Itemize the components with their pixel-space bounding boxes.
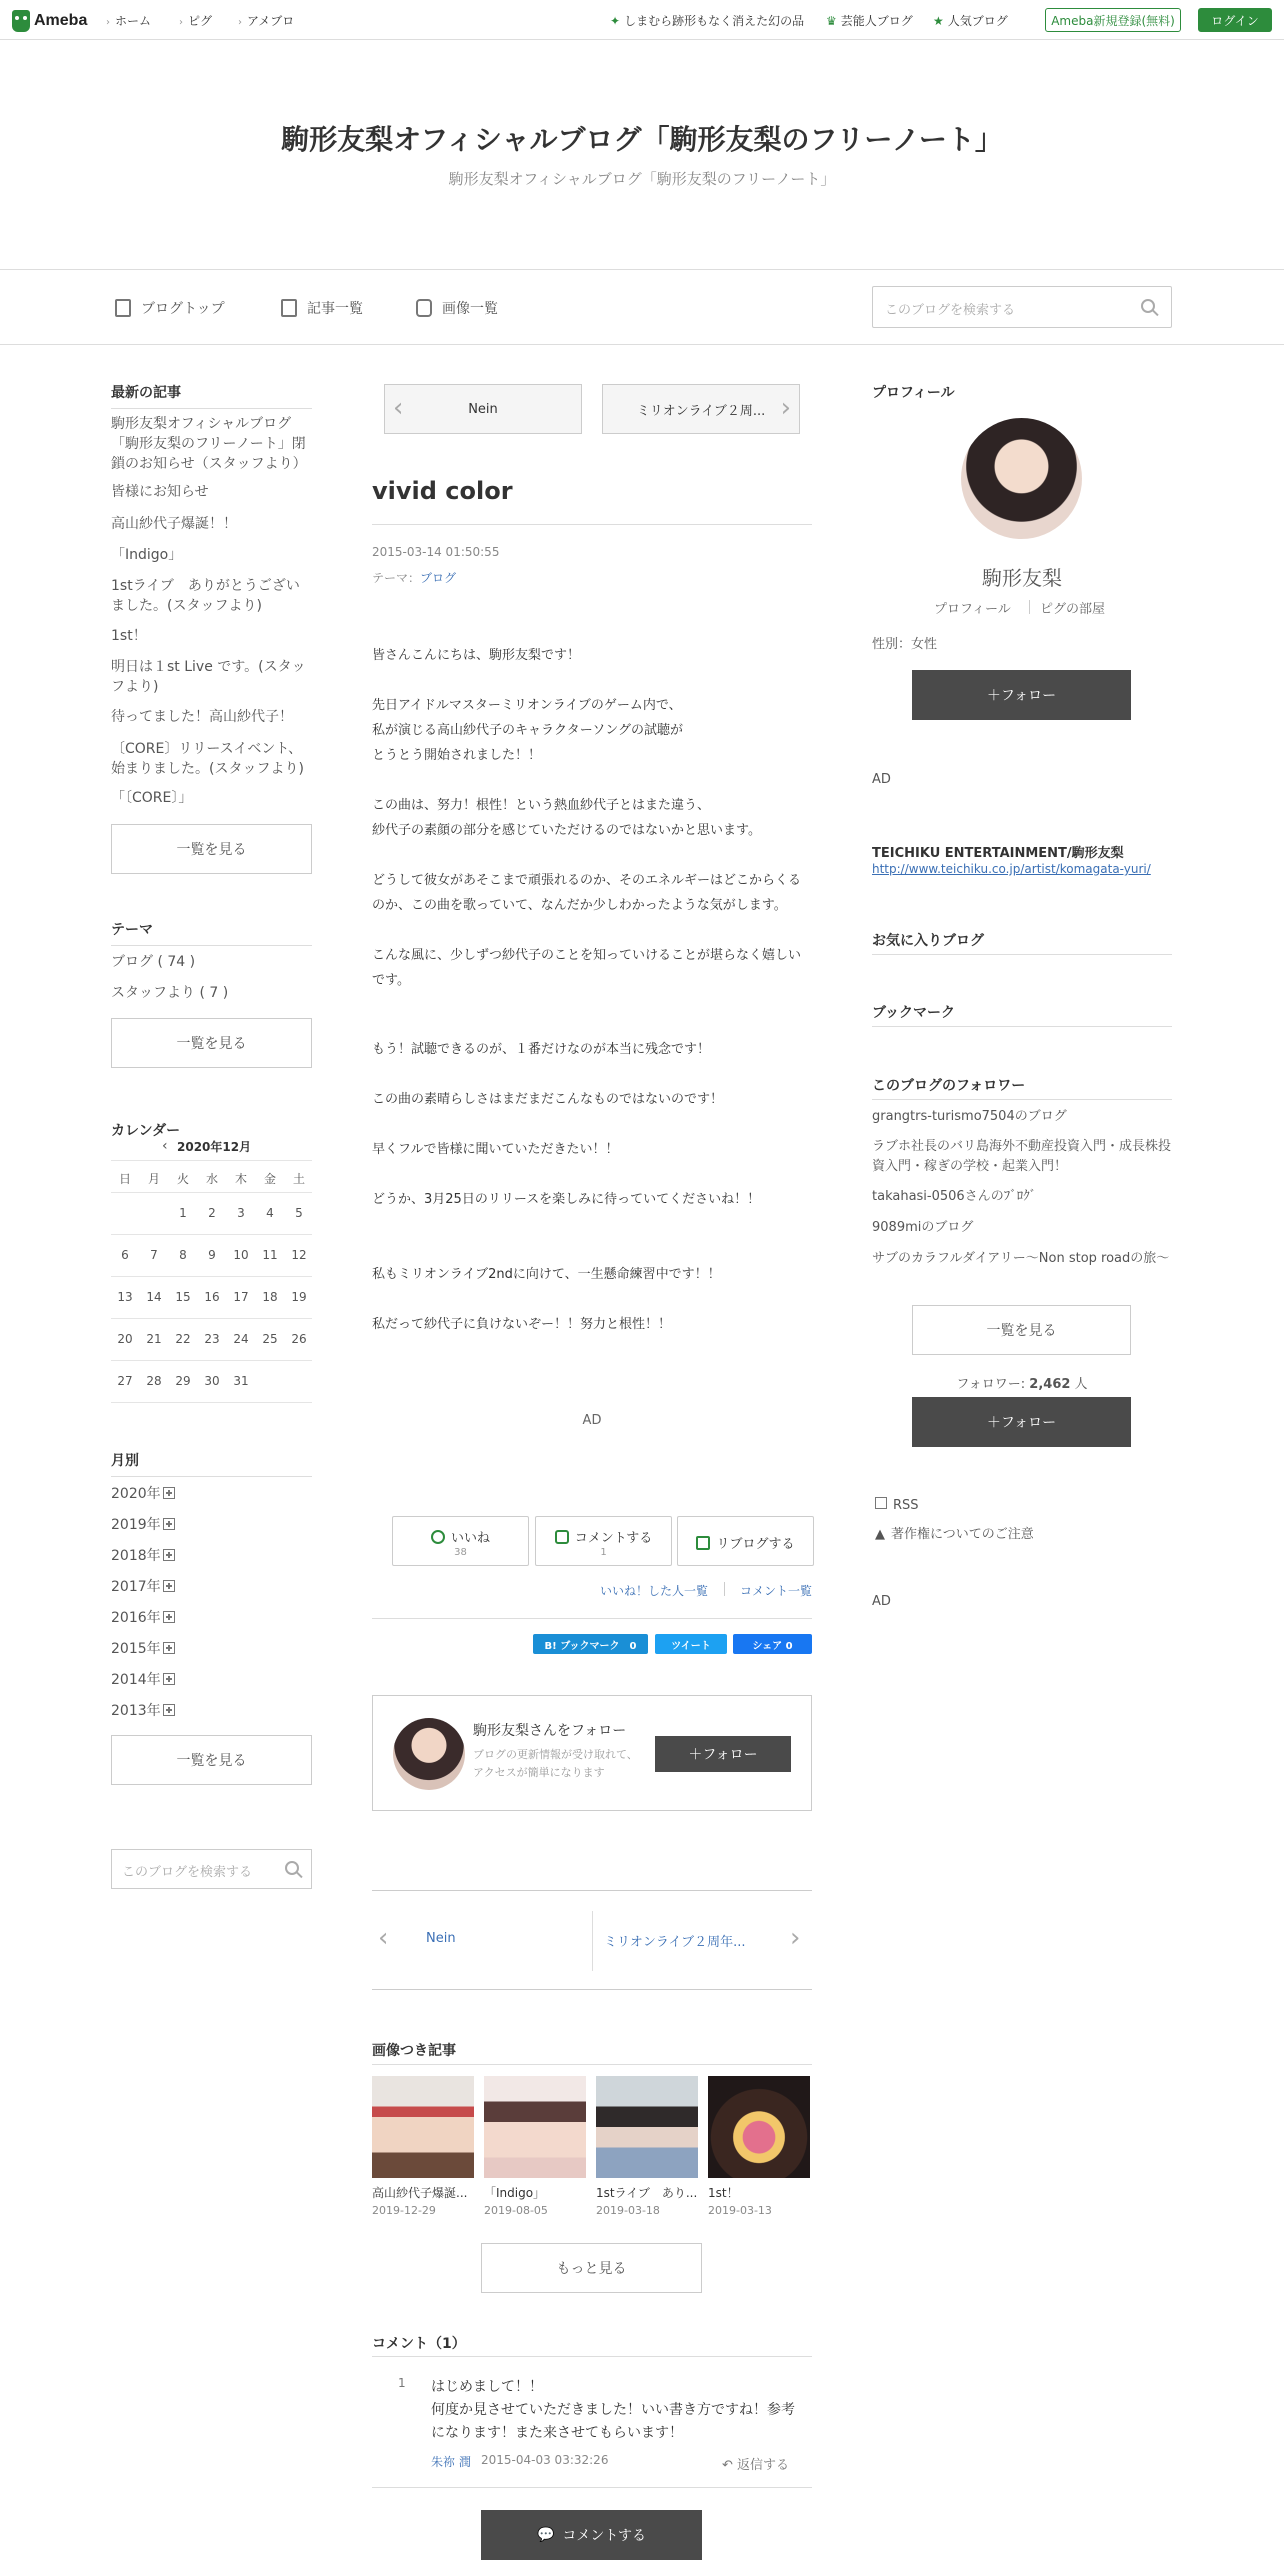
article-line: のか、この曲を歌っていて、なんだか少しわかったような気がします。 [372,898,787,913]
recent-article-link[interactable]: 明日は１st Live です。(スタッフより) [111,659,306,695]
section-divider [872,1099,1172,1100]
search-icon[interactable] [285,1861,299,1875]
calendar-day: 17 [233,1290,249,1304]
reblog-label: リブログする [716,1537,795,1552]
section-divider [372,2487,812,2488]
copyright-label: 著作権についてのご注意 [891,1527,1034,1542]
article-pager [372,1890,812,1990]
calendar-day: 26 [291,1332,307,1346]
calendar-day: 30 [204,1374,220,1388]
calendar-day: 15 [175,1290,191,1304]
ameba-logo[interactable] [12,9,87,33]
reblog-button[interactable] [677,1516,814,1566]
chevron-left-icon: ‹ [378,1923,389,1953]
expand-plus-icon[interactable] [163,1611,175,1623]
calendar-day: 12 [291,1248,307,1262]
comments-heading: コメント（1） [372,2336,466,2352]
nav-blog-top-label: ブログトップ [141,301,225,317]
theme-label: テーマ： [372,571,421,585]
chevron-right-icon: › [179,17,183,28]
archive-year-label: 2020年 [111,1486,161,1502]
recent-article-link[interactable]: 〔CORE〕リリースイベント、始まりました。(スタッフより) [111,741,304,777]
calendar-day: 14 [146,1290,162,1304]
calendar-day: 27 [117,1374,133,1388]
smile-icon [431,1530,445,1544]
article-line: どうして彼女があそこまで頑張れるのか、そのエネルギーはどこからくる [372,873,802,888]
topnav-home-label: ホーム [115,14,152,28]
favorite-blogs-heading: お気に入りブログ [872,933,984,949]
speech-bubble-icon: 💬 [536,2527,555,2543]
thumbnail-caption[interactable]: 「Indigo」 [484,2186,546,2200]
calendar-prev-icon[interactable]: ‹ [162,1138,168,1154]
calendar-divider [111,1192,312,1193]
article-paragraph [372,1137,812,1162]
article-thumbnail[interactable] [372,2076,474,2178]
expand-plus-icon[interactable] [163,1673,175,1685]
chevron-right-icon: › [790,1923,801,1953]
crown-icon: ♛ [826,14,837,28]
follow-card-description: ブログの更新情報が受け取れて、アクセスが簡単になります [473,1748,638,1779]
article-paragraph [372,1087,812,1112]
calendar-day: 21 [146,1332,162,1346]
recent-article-link[interactable]: 高山紗代子爆誕！！ [111,516,237,532]
calendar-day: 3 [237,1206,245,1220]
article-line: 先日アイドルマスターミリオンライブのゲーム内で、 [372,698,682,713]
facebook-share-button[interactable]: シェア 0 [733,1634,812,1654]
nav-image-list[interactable] [416,298,498,318]
archive-year-link[interactable] [111,1638,175,1658]
comment-author-link[interactable]: 朱祢 潤 [431,2455,471,2469]
speech-bubble-icon [555,1530,569,1544]
company-url-link[interactable]: http://www.teichiku.co.jp/artist/komagata-yuri/ [872,862,1151,876]
article-line: この曲の素晴らしさはまだまだこんなものではないのです！ [372,1092,724,1107]
calendar-divider [111,1402,312,1403]
follower-count [872,1373,1172,1392]
expand-plus-icon[interactable] [163,1642,175,1654]
trending-link[interactable] [610,12,804,29]
calendar-divider [111,1234,312,1235]
blog-subtitle: 駒形友梨オフィシャルブログ「駒形友梨のフリーノート」 [448,170,836,188]
calendar-month: 2020年12月 [177,1140,252,1154]
calendar-heading: カレンダー [111,1123,181,1139]
copyright-notice-link[interactable] [875,1523,1034,1542]
follower-blog-link[interactable]: grangtrs-turismo7504のブログ [872,1109,1067,1124]
pig-room-link[interactable]: ピグの部屋 [1040,602,1106,617]
blog-title[interactable]: 駒形友梨オフィシャルブログ「駒形友梨のフリーノート」 [281,123,1003,156]
calendar-weekday: 木 [234,1172,247,1186]
calendar-day: 9 [208,1248,216,1262]
calendar-divider [111,1276,312,1277]
ameba-mascot-icon [12,10,30,32]
comment-date: 2015-04-03 03:32:26 [481,2453,609,2467]
like-button[interactable] [392,1516,529,1566]
image-articles-heading: 画像つき記事 [372,2043,456,2059]
popular-blog-link[interactable] [933,12,1008,29]
followers-heading: このブログのフォロワー [872,1078,1026,1094]
archive-year-label: 2016年 [111,1610,161,1626]
archive-year-link[interactable] [111,1576,175,1596]
article-line: とうとう開始されました！！ [372,748,542,763]
calendar-weekday: 火 [176,1172,189,1186]
profile-link[interactable]: プロフィール [934,602,1011,617]
archive-year-label: 2018年 [111,1548,161,1564]
thumbnail-date: 2019-03-13 [708,2204,772,2217]
article-paragraph [372,1187,812,1212]
profile-avatar[interactable] [961,418,1082,539]
more-images-button[interactable]: もっと見る [481,2243,702,2293]
calendar-day: 5 [295,1206,303,1220]
link-divider [724,1582,725,1596]
article-thumbnail[interactable] [708,2076,810,2178]
article-line: 私もミリオンライブ2ndに向けて、一生懸命練習中です！！ [372,1267,721,1282]
article-paragraph [372,793,812,843]
trending-link-label: しまむら跡形もなく消えた幻の品 [624,14,805,28]
celebrity-blog-link[interactable] [826,12,913,29]
profile-heading: プロフィール [872,385,955,401]
article-paragraph [372,943,812,993]
topnav-ameblo[interactable] [238,12,294,29]
followers-follow-button[interactable]: ＋フォロー [912,1397,1131,1447]
article-line: この曲は、努力！根性！という熱血紗代子とはまた違う、 [372,798,711,813]
sparkle-icon: ✦ [610,14,621,28]
topnav-pigg-label: ピグ [188,14,213,28]
comment-line: 何度か見させていただきました！いい書き方ですね！参考 [431,2402,795,2418]
expand-plus-icon[interactable] [163,1549,175,1561]
pager-next-link[interactable]: ミリオンライブ２周年... [604,1935,746,1950]
article-line: 早くフルで皆様に聞いていただきたい！！ [372,1142,619,1157]
article-line: です。 [372,973,410,988]
expand-plus-icon[interactable] [163,1704,175,1716]
ameba-logo-text: Ameba [34,12,88,29]
theme-link-blog[interactable]: ブログ ( 74 ) [111,954,196,970]
pager-prev-link[interactable]: Nein [426,1931,456,1946]
thumbnail-caption[interactable]: 高山紗代子爆誕... [372,2186,468,2200]
pager-divider [592,1911,593,1971]
liked-users-link[interactable]: いいね！した人一覧 [600,1584,709,1598]
article-line: 私だって紗代子に負けないぞー！！努力と根性！！ [372,1317,672,1332]
recent-articles-heading: 最新の記事 [111,382,312,409]
sidebar-ad: AD [872,1594,891,1609]
hatena-bookmark-button[interactable]: B! ブックマーク 0 [533,1634,648,1654]
follower-count-label: フォロワー: [956,1377,1030,1392]
chevron-left-icon: ‹ [393,393,404,423]
calendar-day: 7 [150,1248,158,1262]
thumbnail-date: 2019-12-29 [372,2204,436,2217]
comment-label: コメントする [574,1531,653,1546]
calendar-weekday: 金 [263,1172,276,1186]
reply-icon: ↶ [722,2458,738,2473]
article-paragraph [372,693,812,768]
followers-more-button[interactable]: 一覧を見る [912,1305,1131,1355]
chevron-right-icon: › [238,17,242,28]
nav-article-list[interactable] [281,298,363,318]
topnav-home[interactable] [106,12,151,29]
rss-label: RSS [893,1498,919,1513]
archive-year-label: 2019年 [111,1517,161,1533]
calendar-day: 4 [266,1206,274,1220]
calendar-weekday: 土 [292,1172,305,1186]
camera-icon [416,299,432,317]
profile-name[interactable]: 駒形友梨 [982,566,1062,590]
archive-year-link[interactable] [111,1669,175,1689]
recent-article-link[interactable]: 「〔CORE〕」 [111,790,193,806]
archive-year-link[interactable] [111,1483,175,1503]
nav-article-list-label: 記事一覧 [307,301,363,317]
calendar-weekday: 日 [118,1172,131,1186]
article-line: どうか、3月25日のリリースを楽しみに待っていてくださいね！！ [372,1192,761,1207]
reply-button[interactable] [722,2454,789,2473]
blog-search-input[interactable] [872,286,1172,328]
calendar-day: 29 [175,1374,191,1388]
follower-blog-link[interactable]: サブのカラフルダイアリー～Non stop roadの旅～ [872,1251,1170,1266]
follow-button[interactable]: ＋フォロー [655,1736,791,1772]
thumbnail-caption[interactable]: 1st！ [708,2186,739,2200]
expand-plus-icon[interactable] [163,1487,175,1499]
bookmark-heading: ブックマーク [872,1005,956,1021]
profile-gender: 性別：女性 [872,637,938,652]
calendar-day: 18 [262,1290,278,1304]
search-icon[interactable] [1141,299,1155,313]
archive-year-link[interactable] [111,1545,175,1565]
calendar-divider [111,1160,312,1161]
recent-article-link[interactable]: 1stライブ ありがとうございました。(スタッフより) [111,578,300,614]
calendar-day: 2 [208,1206,216,1220]
section-divider [372,2356,812,2357]
reblog-icon [696,1536,710,1550]
article-date: 2015-03-14 01:50:55 [372,545,500,559]
follower-count-value: 2,462 [1029,1377,1071,1392]
recent-article-link[interactable]: 待ってました！高山紗代子！ [111,709,293,725]
expand-plus-icon[interactable] [163,1518,175,1530]
recent-article-link[interactable]: 「Indigo」 [111,547,183,563]
article-title[interactable]: vivid color [372,477,513,505]
chevron-right-icon: › [780,393,791,423]
thumbnail-caption[interactable]: 1stライブ あり... [596,2186,698,2200]
calendar-day: 10 [233,1248,249,1262]
rss-icon [875,1497,887,1509]
article-ad: AD [582,1413,602,1428]
recent-article-link[interactable]: 駒形友梨オフィシャルブログ「駒形友梨のフリーノート」閉鎖のお知らせ（スタッフより） [111,416,307,472]
comment-button[interactable] [535,1516,672,1566]
calendar-day: 16 [204,1290,220,1304]
copy-icon [281,299,297,317]
prev-article-button[interactable] [384,384,582,434]
section-divider [872,954,1172,955]
like-label: いいね [450,1531,490,1546]
calendar-divider [111,1318,312,1319]
tweet-button[interactable]: ツイート [655,1634,727,1654]
recent-article-link[interactable]: 1st！ [111,628,147,644]
blog-nav-bar [0,269,1284,345]
nav-image-list-label: 画像一覧 [442,301,498,317]
article-line: 私が演じる高山紗代子のキャラクターソングの試聴が [372,723,683,738]
article-theme [372,569,456,586]
article-line: もう！試聴できるのが、１番だけなのが本当に残念です！ [372,1042,711,1057]
article-thumbnail[interactable] [596,2076,698,2178]
ameba-top-bar [0,0,1284,40]
celebrity-blog-label: 芸能人ブログ [840,14,913,28]
theme-link-staff[interactable]: スタッフより ( 7 ) [111,985,229,1001]
calendar-day: 25 [262,1332,278,1346]
article-paragraph [372,643,812,668]
warning-icon: ▲ [875,1527,885,1542]
comment-line: はじめまして！！ [431,2379,543,2395]
sidebar-ad: AD [872,772,891,787]
recent-more-button[interactable]: 一覧を見る [111,824,312,874]
calendar-weekday: 水 [205,1172,218,1186]
rss-link[interactable] [875,1497,919,1513]
author-avatar[interactable] [393,1718,465,1790]
thumbnail-date: 2019-08-05 [484,2204,548,2217]
login-button[interactable]: ログイン [1198,8,1272,32]
archive-more-button[interactable]: 一覧を見る [111,1735,312,1785]
follow-card-title: 駒形友梨さんをフォロー [473,1723,627,1739]
next-article-button[interactable] [602,384,800,434]
archive-year-link[interactable] [111,1514,175,1534]
article-paragraph [372,1262,812,1287]
section-divider [872,1026,1172,1027]
article-line: こんな風に、少しずつ紗代子のことを知っていけることが堪らなく嬉しい [372,948,802,963]
calendar-day: 6 [121,1248,129,1262]
company-name: TEICHIKU ENTERTAINMENT/駒形友梨 [872,846,1124,861]
title-divider [372,524,812,525]
archive-year-link[interactable] [111,1607,175,1627]
topnav-pigg[interactable] [179,12,212,29]
follower-blog-link[interactable]: ラブホ社長のバリ島海外不動産投資入門・成長株投資入門・稼ぎの学校・起業入門！ [872,1139,1172,1174]
theme-link[interactable]: ブログ [420,571,457,585]
nav-blog-top[interactable] [115,298,225,318]
post-comment-button[interactable] [481,2510,702,2560]
calendar-day: 19 [291,1290,307,1304]
theme-more-button[interactable]: 一覧を見る [111,1018,312,1068]
sidebar-search-placeholder: このブログを検索する [122,1865,253,1880]
prev-article-label: Nein [468,401,498,417]
archive-year-label: 2013年 [111,1703,161,1719]
link-divider [1029,600,1030,614]
profile-follow-button[interactable]: ＋フォロー [912,670,1131,720]
archive-year-label: 2017年 [111,1579,161,1595]
document-icon [115,299,131,317]
calendar-divider [111,1360,312,1361]
comment-number: 1 [398,2376,406,2390]
follower-count-unit: 人 [1070,1377,1088,1392]
search-placeholder: このブログを検索する [885,303,1016,318]
archive-year-label: 2014年 [111,1672,161,1688]
follower-blog-link[interactable]: 9089miのブログ [872,1220,974,1235]
calendar-weekday: 月 [147,1172,160,1186]
post-comment-label: コメントする [562,2528,647,2544]
archive-heading: 月別 [111,1450,312,1477]
calendar-day: 24 [233,1332,249,1346]
topnav-ameblo-label: アメブロ [247,14,295,28]
archive-year-link[interactable] [111,1700,175,1720]
calendar-day: 13 [117,1290,133,1304]
reply-label: 返信する [737,2458,790,2473]
comment-count: 1 [600,1547,607,1558]
recent-article-link[interactable]: 皆様にお知らせ [111,484,209,500]
article-paragraph [372,1037,812,1062]
expand-plus-icon[interactable] [163,1580,175,1592]
calendar-day: 11 [262,1248,278,1262]
signup-button[interactable]: Ameba新規登録(無料) [1045,8,1181,32]
comment-body [431,2376,806,2445]
next-article-label: ミリオンライブ２周... [636,403,766,419]
comment-list-link[interactable]: コメント一覧 [740,1584,813,1598]
calendar-day: 31 [233,1374,249,1388]
chevron-right-icon: › [106,17,110,28]
comment-line: になります！また来させてもらいます！ [431,2425,683,2441]
star-icon: ★ [933,14,944,28]
theme-heading: テーマ [111,919,312,946]
article-line: 皆さんこんにちは、駒形友梨です！ [372,648,581,663]
like-count: 38 [454,1547,467,1558]
thumbnail-date: 2019-03-18 [596,2204,660,2217]
article-paragraph [372,1312,812,1337]
article-paragraph [372,868,812,918]
calendar-day: 8 [179,1248,187,1262]
reaction-divider [372,1618,812,1619]
sidebar-search-input[interactable] [111,1849,312,1889]
section-divider [372,2064,812,2065]
calendar-day: 23 [204,1332,220,1346]
follow-card [372,1695,812,1811]
article-thumbnail[interactable] [484,2076,586,2178]
popular-blog-label: 人気ブログ [947,14,1008,28]
calendar-day: 20 [117,1332,133,1346]
archive-year-label: 2015年 [111,1641,161,1657]
calendar-day: 28 [146,1374,162,1388]
calendar-day: 1 [179,1206,187,1220]
article-line: 紗代子の素顔の部分を感じていただけるのではないかと思います。 [372,823,761,838]
follower-blog-link[interactable]: takahasi-0506さんのﾌﾞﾛｸﾞ [872,1189,1037,1204]
calendar-day: 22 [175,1332,191,1346]
